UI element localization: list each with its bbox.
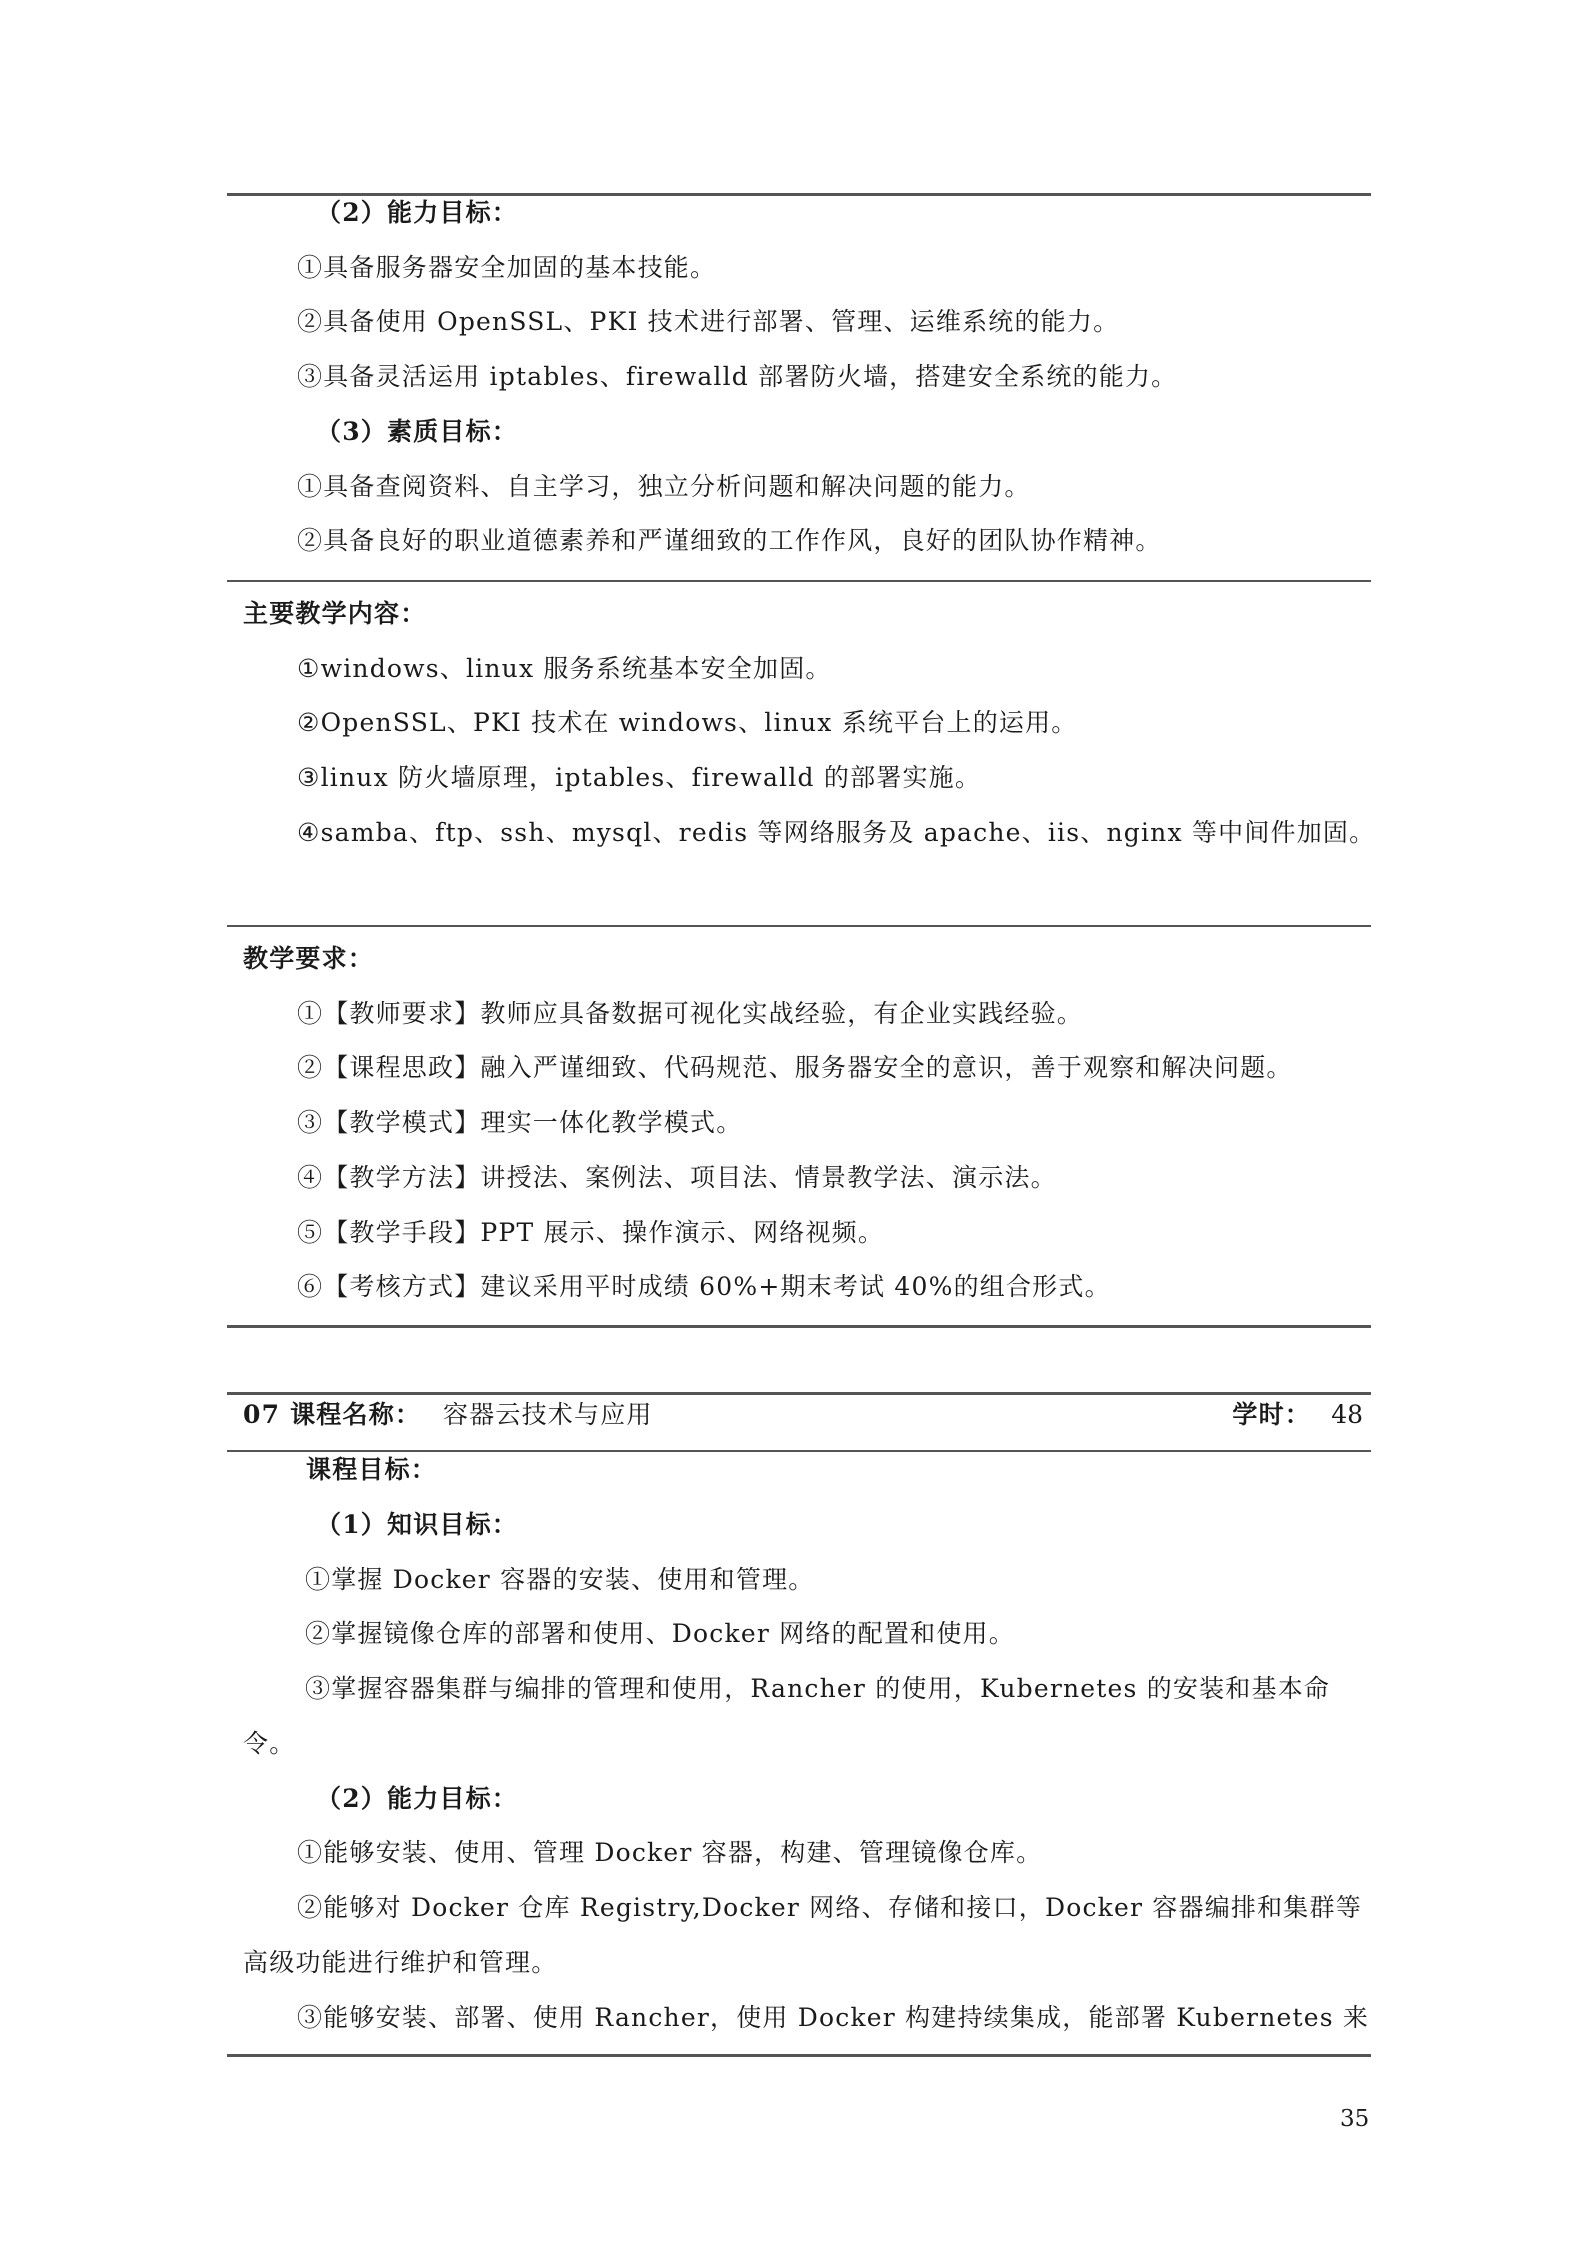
course-hours-value: 48 bbox=[1331, 1400, 1363, 1429]
teaching-requirements-heading: 教学要求： bbox=[243, 944, 375, 973]
requirements-divider bbox=[227, 925, 1371, 927]
page-number: 35 bbox=[1340, 2106, 1370, 2132]
content-divider bbox=[227, 580, 1371, 582]
content-item-4: ④samba、ftp、ssh、mysql、redis 等网络服务及 apache、iis、nginx 等中间件加固。 bbox=[297, 818, 1376, 847]
requirement-item-5: ⑤【教学手段】PPT 展示、操作演示、网络视频。 bbox=[297, 1218, 885, 1247]
requirement-item-6: ⑥【考核方式】建议采用平时成绩 60%+期末考试 40%的组合形式。 bbox=[297, 1272, 1111, 1301]
requirement-item-2: ②【课程思政】融入严谨细致、代码规范、服务器安全的意识，善于观察和解决问题。 bbox=[297, 1053, 1293, 1082]
course-header-top-rule bbox=[227, 1392, 1371, 1395]
content-item-2: ②OpenSSL、PKI 技术在 windows、linux 系统平台上的运用。 bbox=[297, 708, 1078, 737]
course-ability-item-1: ①能够安装、使用、管理 Docker 容器，构建、管理镜像仓库。 bbox=[297, 1838, 1043, 1867]
knowledge-item-1: ①掌握 Docker 容器的安装、使用和管理。 bbox=[305, 1565, 815, 1594]
course-objectives-heading: 课程目标： bbox=[306, 1455, 438, 1484]
quality-objectives-heading: （3）素质目标： bbox=[316, 417, 518, 446]
course-header-row bbox=[243, 1398, 1363, 1432]
course-name-value: 容器云技术与应用 bbox=[443, 1400, 653, 1429]
quality-item-2: ②具备良好的职业道德素养和严谨细致的工作作风，良好的团队协作精神。 bbox=[297, 526, 1162, 555]
course-ability-item-2: ②能够对 Docker 仓库 Registry,Docker 网络、存储和接口，Docker 容器编排和集群等 bbox=[297, 1893, 1362, 1922]
knowledge-item-3: ③掌握容器集群与编排的管理和使用，Rancher 的使用，Kubernetes 的安装和基本命 bbox=[305, 1674, 1331, 1703]
course-ability-objectives-heading: （2）能力目标： bbox=[316, 1784, 518, 1813]
quality-item-1: ①具备查阅资料、自主学习，独立分析问题和解决问题的能力。 bbox=[297, 472, 1031, 501]
ability-objectives-heading: （2）能力目标： bbox=[316, 198, 518, 227]
ability-item-1: ①具备服务器安全加固的基本技能。 bbox=[297, 253, 717, 282]
ability-item-3: ③具备灵活运用 iptables、firewalld 部署防火墙，搭建安全系统的能力。 bbox=[297, 362, 1178, 391]
course-name-label: 07 课程名称： bbox=[243, 1400, 422, 1429]
knowledge-item-2: ②掌握镜像仓库的部署和使用、Docker 网络的配置和使用。 bbox=[305, 1619, 1015, 1648]
course-hours-label: 学时： bbox=[1232, 1400, 1311, 1429]
knowledge-objectives-heading: （1）知识目标： bbox=[316, 1510, 518, 1539]
requirement-item-4: ④【教学方法】讲授法、案例法、项目法、情景教学法、演示法。 bbox=[297, 1163, 1057, 1192]
requirement-item-3: ③【教学模式】理实一体化教学模式。 bbox=[297, 1108, 743, 1137]
requirement-item-1: ①【教师要求】教师应具备数据可视化实战经验，有企业实践经验。 bbox=[297, 999, 1084, 1028]
content-item-3: ③linux 防火墙原理，iptables、firewalld 的部署实施。 bbox=[297, 763, 982, 792]
bottom-rule bbox=[227, 2054, 1371, 2057]
main-content-heading: 主要教学内容： bbox=[243, 599, 427, 628]
content-item-1: ①windows、linux 服务系统基本安全加固。 bbox=[297, 654, 832, 683]
course-ability-item-3: ③能够安装、部署、使用 Rancher，使用 Docker 构建持续集成，能部署 Kubernetes 来 bbox=[297, 2003, 1370, 2032]
course-ability-item-2-continued: 高级功能进行维护和管理。 bbox=[243, 1948, 558, 1977]
knowledge-item-3-continued: 令。 bbox=[243, 1729, 296, 1758]
ability-item-2: ②具备使用 OpenSSL、PKI 技术进行部署、管理、运维系统的能力。 bbox=[297, 307, 1120, 336]
section-end-rule bbox=[227, 1325, 1371, 1328]
course-header-bottom-rule bbox=[227, 1450, 1371, 1452]
